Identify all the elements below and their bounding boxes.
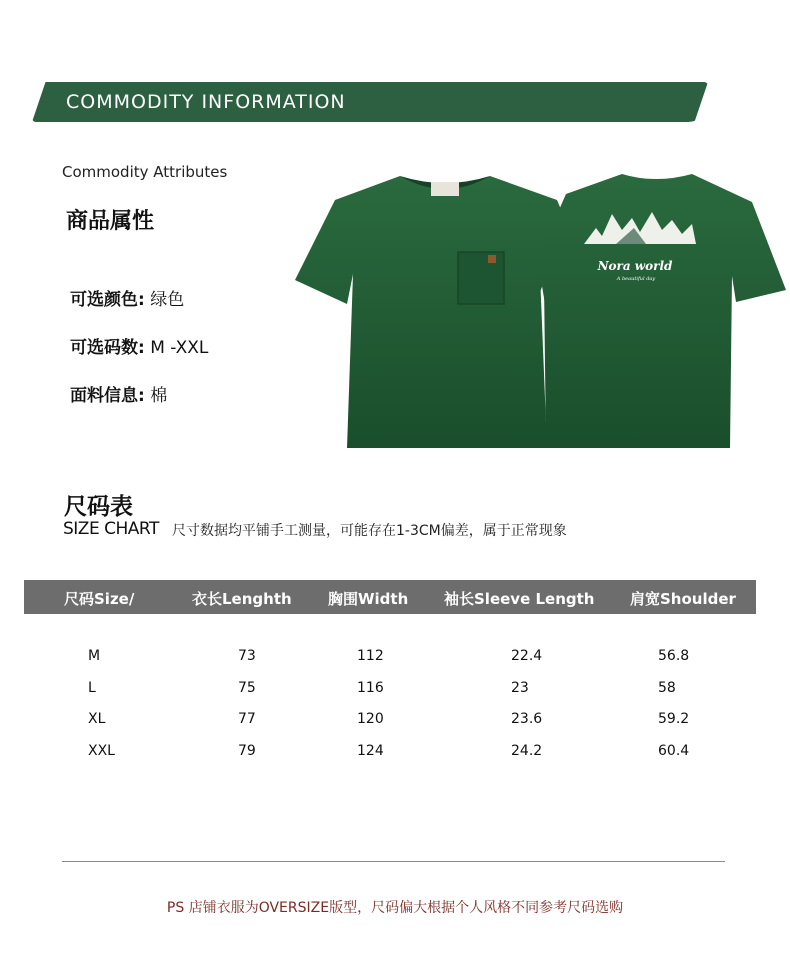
attributes-heading-en: Commodity Attributes xyxy=(62,163,228,181)
fabric-label: 面料信息: xyxy=(70,386,145,406)
cell-sleeve: 22.4 xyxy=(511,648,543,664)
cell-length: 75 xyxy=(238,680,256,696)
print-subtitle: A beautiful day xyxy=(616,276,656,282)
print-title: Nora world xyxy=(597,259,673,273)
size-chart-heading-en: SIZE CHART xyxy=(63,519,159,539)
cell-shoulder: 59.2 xyxy=(658,711,690,727)
size-label: 可选码数: xyxy=(70,338,145,358)
cell-shoulder: 58 xyxy=(658,680,676,696)
cell-length: 73 xyxy=(238,648,256,664)
column-header-shoulder: 肩宽Shoulder xyxy=(630,590,736,608)
tshirt-back-illustration xyxy=(536,172,786,450)
cell-width: 120 xyxy=(357,711,384,727)
column-header-size: 尺码Size/ xyxy=(64,590,135,608)
column-header-length: 衣长Lenghth xyxy=(192,590,292,608)
cell-sleeve: 24.2 xyxy=(511,743,543,759)
cell-size: XXL xyxy=(88,743,115,759)
footer-divider xyxy=(62,861,725,862)
cell-shoulder: 60.4 xyxy=(658,743,690,759)
cell-width: 116 xyxy=(357,680,384,696)
color-value: 绿色 xyxy=(150,290,185,310)
size-value: M -XXL xyxy=(150,338,209,358)
banner-title: COMMODITY INFORMATION xyxy=(66,91,346,113)
cell-size: M xyxy=(88,648,101,664)
color-label: 可选颜色: xyxy=(70,290,145,310)
cell-length: 79 xyxy=(238,743,256,759)
cell-shoulder: 56.8 xyxy=(658,648,690,664)
fabric-attribute xyxy=(70,381,167,406)
cell-size: L xyxy=(88,680,96,696)
column-header-sleeve: 袖长Sleeve Length xyxy=(444,590,595,608)
size-chart-heading-cn: 尺码表 xyxy=(64,494,133,520)
footer-note: PS 店铺衣服为OVERSIZE版型，尺码偏大根据个人风格不同参考尺码选购 xyxy=(166,900,624,916)
column-header-width: 胸围Width xyxy=(328,590,409,608)
tshirt-back-image xyxy=(536,172,786,450)
cell-width: 124 xyxy=(357,743,384,759)
cell-sleeve: 23 xyxy=(511,680,529,696)
attributes-heading-cn: 商品属性 xyxy=(66,209,155,234)
fabric-value: 棉 xyxy=(150,386,168,406)
color-attribute xyxy=(70,285,184,310)
size-chart-note: 尺寸数据均平铺手工测量，可能存在1-3CM偏差，属于正常现象 xyxy=(172,523,567,539)
cell-size: XL xyxy=(88,711,106,727)
size-attribute xyxy=(70,333,208,358)
cell-width: 112 xyxy=(357,648,384,664)
cell-length: 77 xyxy=(238,711,256,727)
cell-sleeve: 23.6 xyxy=(511,711,543,727)
